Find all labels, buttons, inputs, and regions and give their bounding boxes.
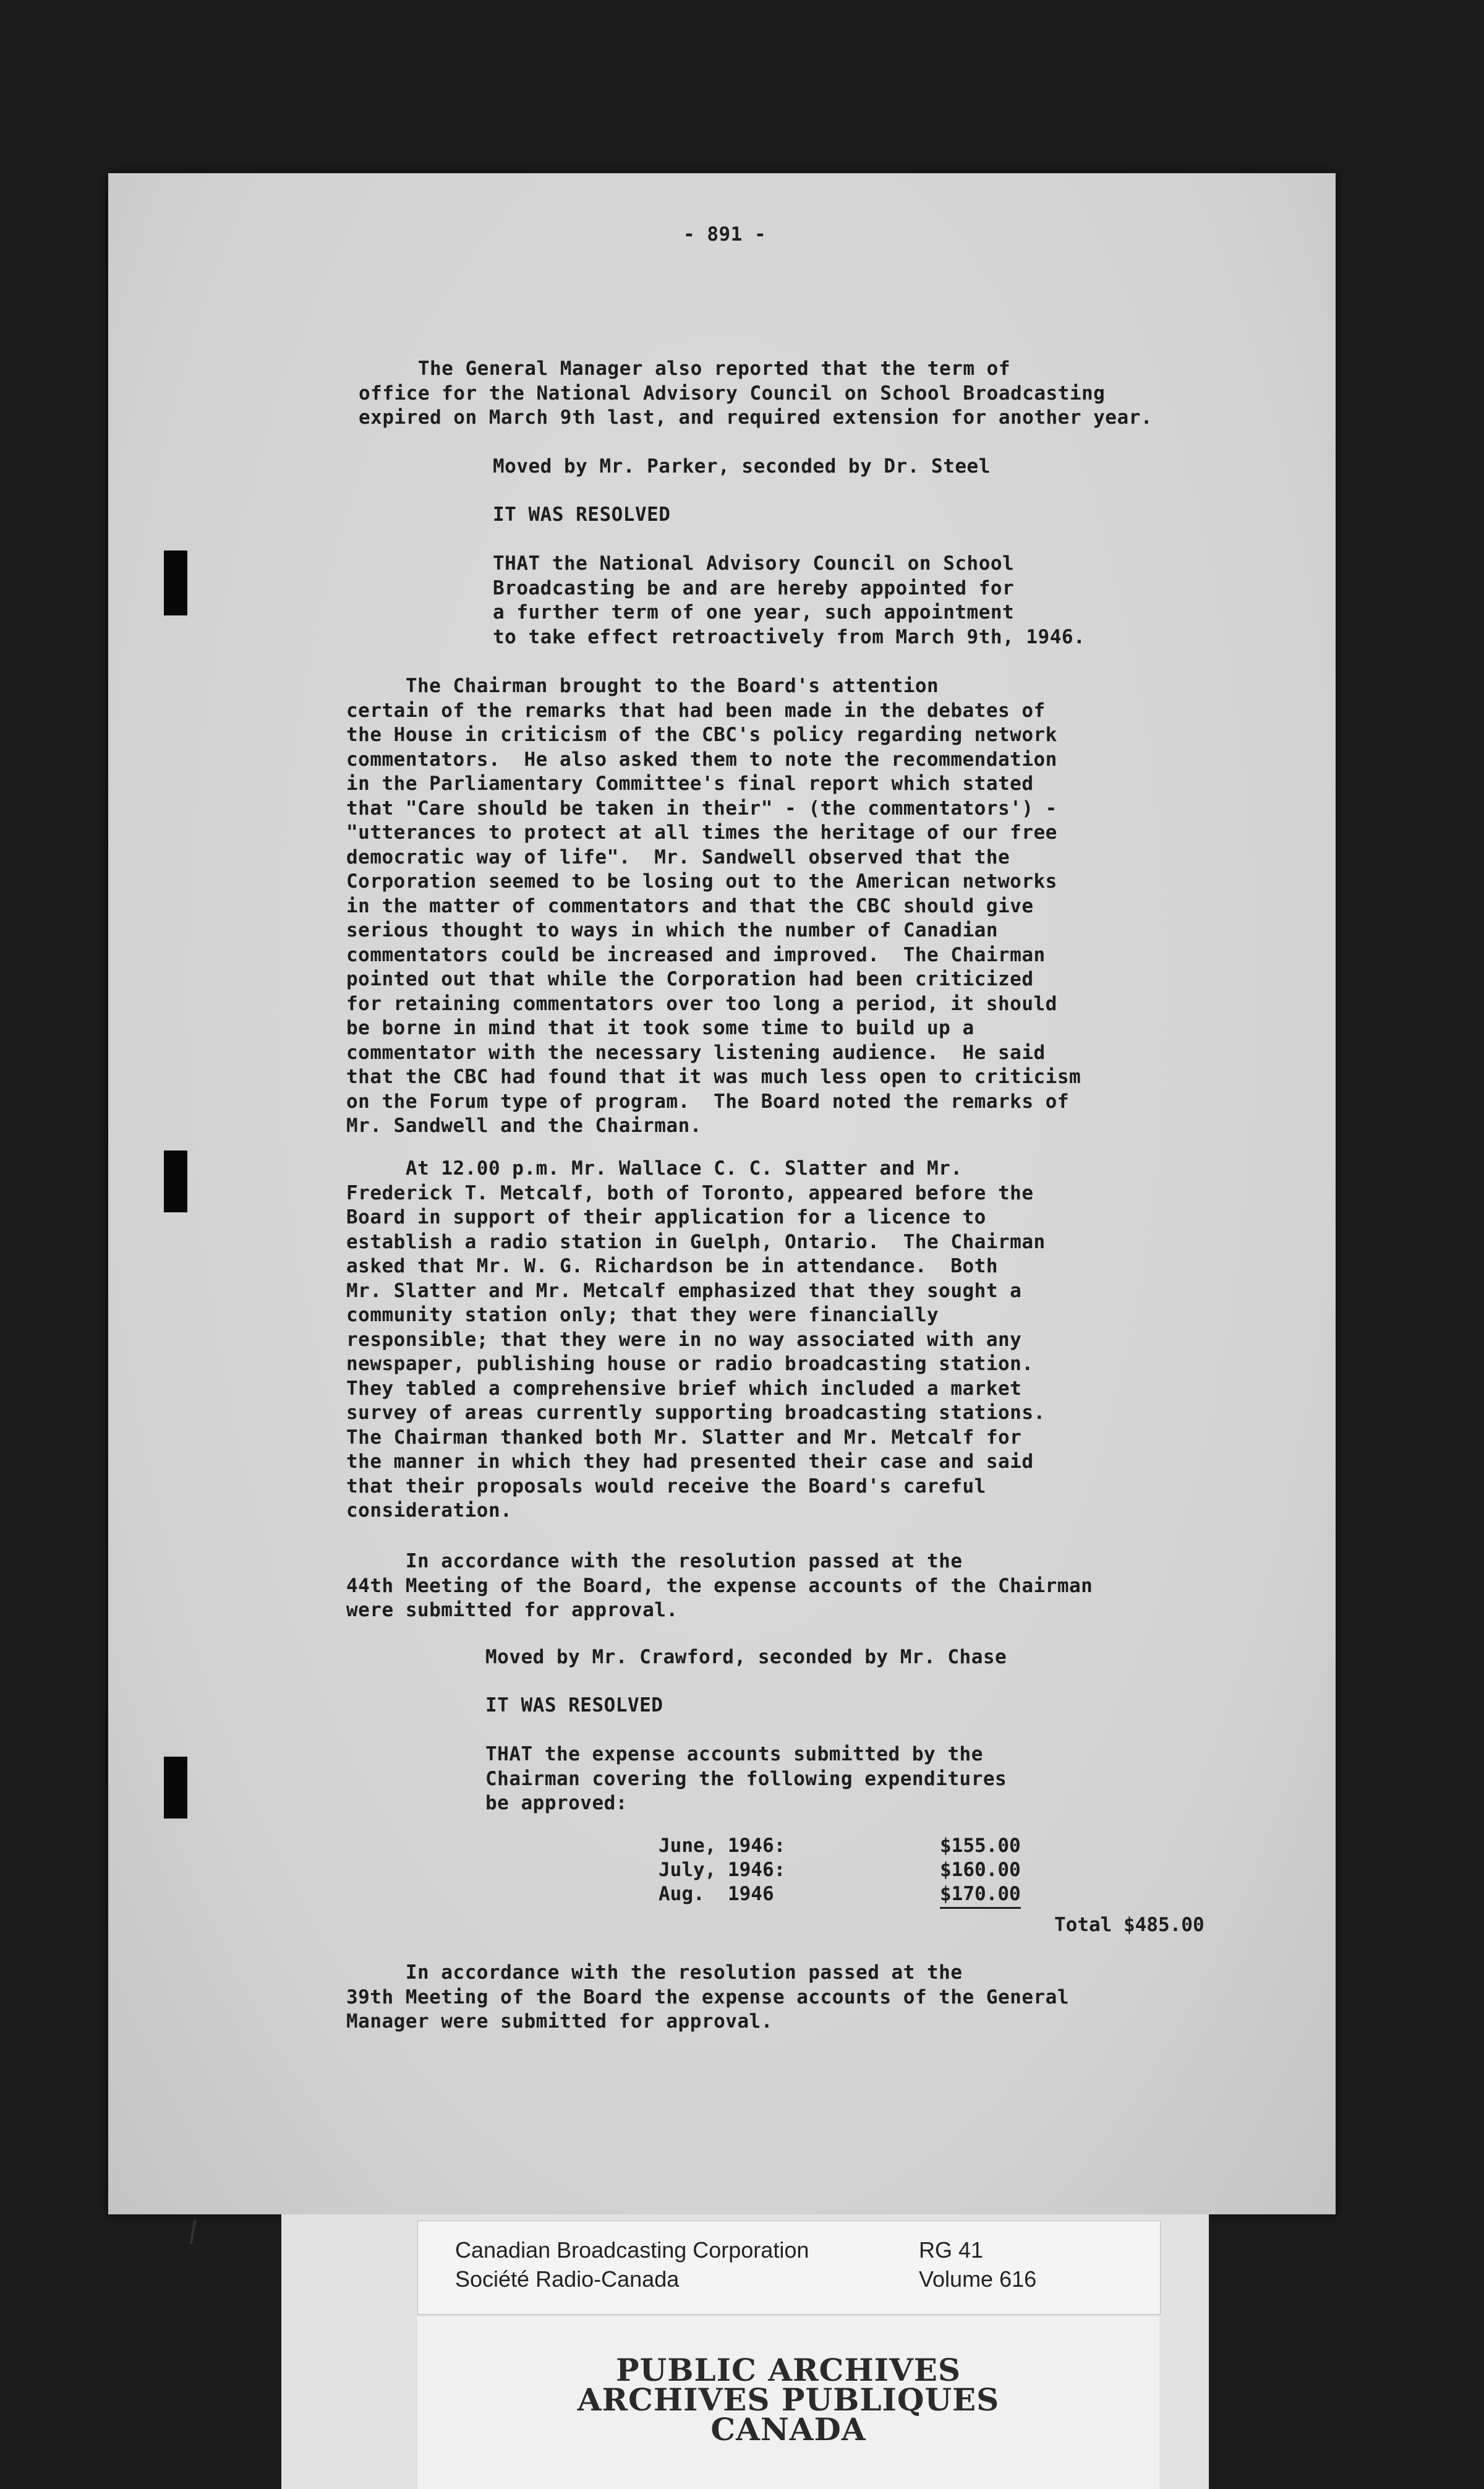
paragraph-general-manager-expenses: In accordance with the resolution passed at the 39th Meeting of the Board the expense accounts of the General Manager were submitted for approval. bbox=[346, 1961, 1069, 2033]
stamp-line-fr: ARCHIVES PUBLIQUES bbox=[577, 2381, 1000, 2418]
motion-crawford-chase: Moved by Mr. Crawford, seconded by Mr. Chase bbox=[485, 1646, 1007, 1668]
expense-period: June, 1946: bbox=[659, 1835, 786, 1857]
archive-footer bbox=[281, 2214, 1209, 2489]
archive-label-card bbox=[417, 2221, 1161, 2315]
expense-amount: $155.00 bbox=[940, 1835, 1021, 1857]
org-name-en: Canadian Broadcasting Corporation bbox=[455, 2237, 809, 2263]
org-name-fr: Société Radio-Canada bbox=[455, 2266, 680, 2292]
resolution-expense-accounts: THAT the expense accounts submitted by the Chairman covering the following expenditures be approved: bbox=[485, 1743, 1007, 1814]
volume-number: Volume 616 bbox=[919, 2266, 1037, 2292]
expense-amount: $160.00 bbox=[940, 1859, 1021, 1881]
public-archives-stamp bbox=[417, 2316, 1159, 2489]
margin-mark bbox=[164, 550, 187, 615]
record-group: RG 41 bbox=[919, 2237, 984, 2263]
margin-mark bbox=[164, 1757, 187, 1819]
resolution-advisory-council: THAT the National Advisory Council on School Broadcasting be and are hereby appointed for a further term of one year, such appointment to take effect retroactively from March 9th, 1946. bbox=[493, 552, 1086, 648]
resolved-heading: IT WAS RESOLVED bbox=[485, 1694, 663, 1716]
document-page bbox=[108, 173, 1336, 2214]
expense-total: Total $485.00 bbox=[1054, 1914, 1205, 1936]
stamp-line-en: PUBLIC ARCHIVES bbox=[616, 2352, 961, 2388]
expense-amount: $170.00 bbox=[940, 1882, 1021, 1909]
expense-period: July, 1946: bbox=[659, 1859, 786, 1881]
paragraph-chairman-expenses: In accordance with the resolution passed at the 44th Meeting of the Board, the expense accounts of the Chairman were submitted for approval. bbox=[346, 1550, 1093, 1621]
paragraph-guelph-application: At 12.00 p.m. Mr. Wallace C. C. Slatter and Mr. Frederick T. Metcalf, both of Toronto, appeared before the Board in support of their application for a licence to establish a radio station in Guelph, Ontario. The Chairman asked that Mr. W. G. Richardson be in attendance. Both Mr. Slatter and Mr. Metcalf emphasized that they sought a community station only; that they were financially responsible; that they were in no way associated with any newspaper, publishing house or radio broadcasting station. They tabled a comprehensive brief which included a market survey of areas currently supporting broadcasting stations. The Chairman thanked both Mr. Slatter and Mr. Metcalf for the manner in which they had presented their case and said that their proposals would receive the Board's careful consideration. bbox=[346, 1157, 1046, 1522]
expense-period: Aug. 1946 bbox=[659, 1883, 774, 1905]
motion-parker-steel: Moved by Mr. Parker, seconded by Dr. Steel bbox=[493, 455, 991, 478]
paragraph-commentators: The Chairman brought to the Board's attention certain of the remarks that had been made in the debates of the House in criticism of the CBC's policy regarding network commentators. He also asked them to note the recommendation in the Parliamentary Committee's final report which stated that "Care should be taken in their" - (the commentators') - "utterances to protect at all times the heritage of our free democratic way of life". Mr. Sandwell observed that the Corporation seemed to be losing out to the American networks in the matter of commentators and that the CBC should give serious thought to ways in which the number of Canadian commentators could be increased and improved. The Chairman pointed out that while the Corporation had been criticized for retaining commentators over too long a period, it should be borne in mind that it took some time to build up a commentator with the necessary listening audience. He said that the CBC had found that it was much less open to criticism on the Forum type of program. The Board noted the remarks of Mr. Sandwell and the Chairman. bbox=[346, 675, 1081, 1137]
stamp-line-country: CANADA bbox=[710, 2411, 866, 2448]
pencil-tick bbox=[190, 2221, 197, 2244]
margin-mark bbox=[164, 1150, 187, 1212]
paragraph-term-of-office: The General Manager also reported that the term of office for the National Advisory Council on School Broadcasting expired on March 9th last, and required extension for another year. bbox=[359, 358, 1153, 429]
page-number: - 891 - bbox=[683, 223, 767, 246]
resolved-heading: IT WAS RESOLVED bbox=[493, 503, 671, 526]
